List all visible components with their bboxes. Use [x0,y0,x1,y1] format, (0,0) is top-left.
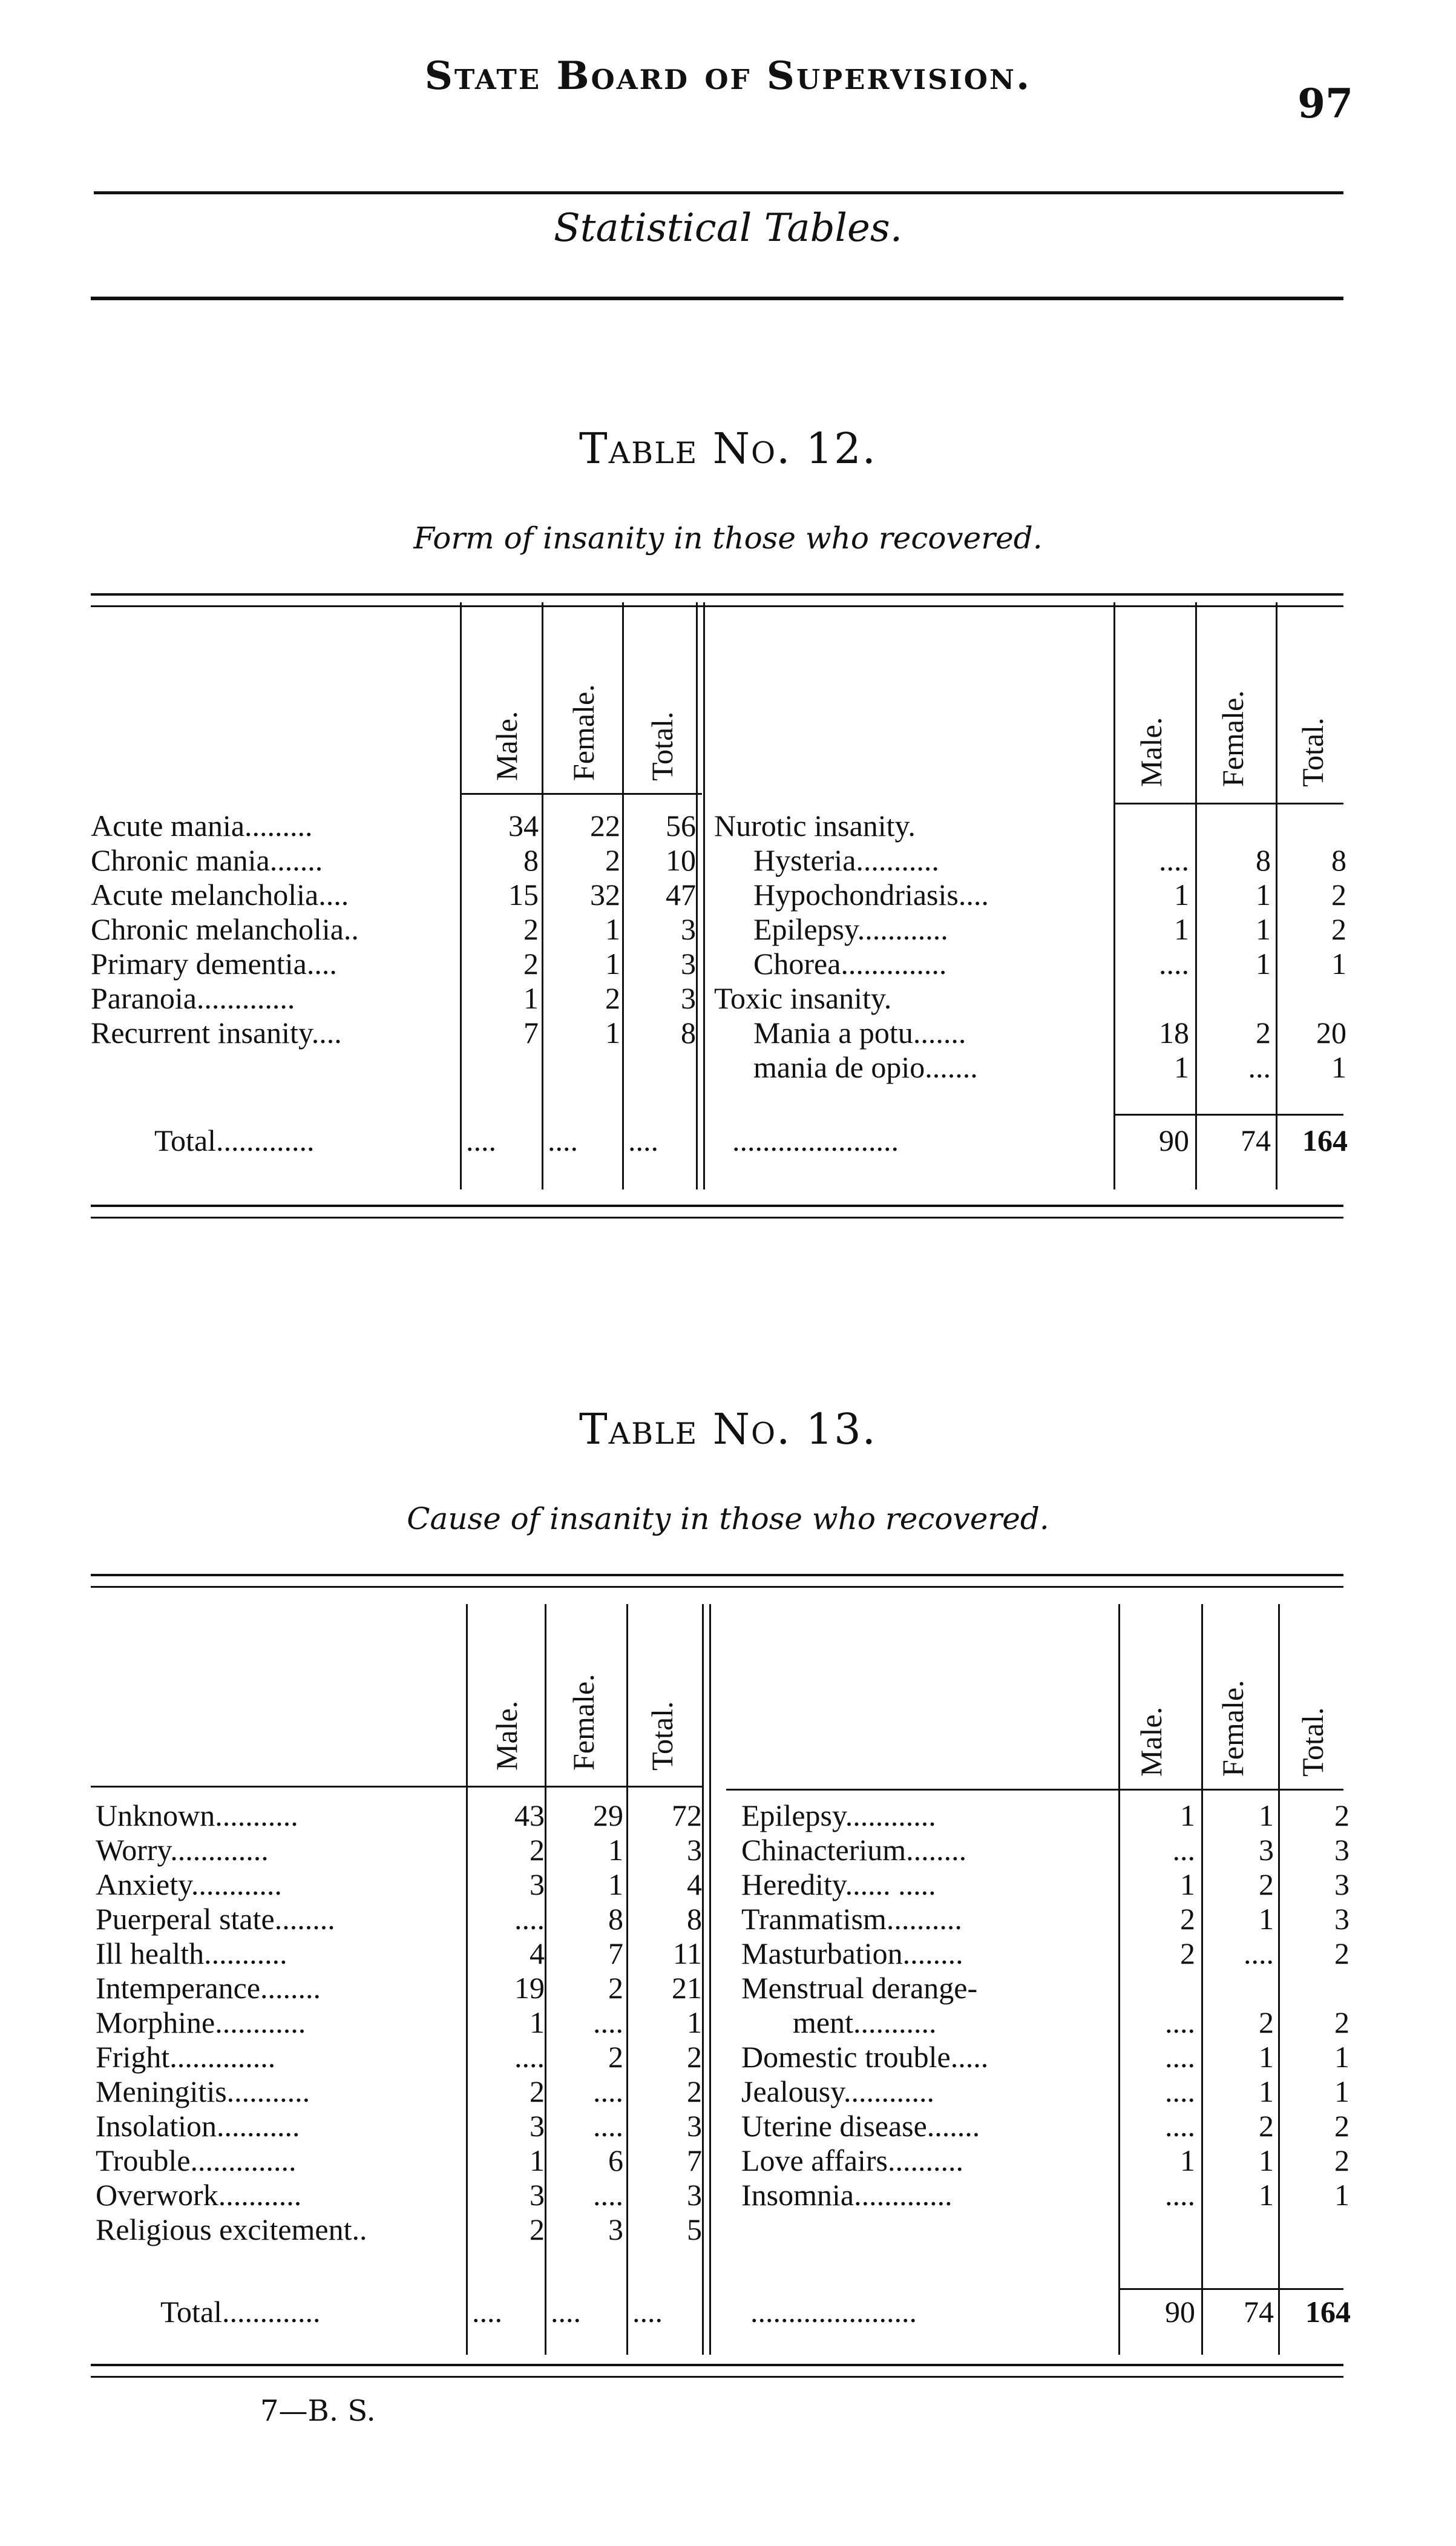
table13-right-row-total: 3 [1334,1867,1349,1901]
table13-vrule [702,1604,704,2355]
table13-left-row-label: Unknown........... [96,1798,298,1832]
table13-left-row-total: 21 [672,1971,702,2005]
table13-top-rule [91,1574,1343,1576]
table13-left-row-total: 7 [687,2143,702,2177]
table13-left-row-male: 2 [530,1833,545,1867]
table13-left-row-female: 6 [608,2143,623,2177]
table13-right-row-total: 2 [1334,2109,1349,2143]
table13-vrule [626,1604,628,2355]
table12-left-row-label: Acute melancholia.... [91,878,349,912]
table13-right-row-female: .... [1244,1936,1274,1970]
table13-left-row-male: 4 [530,1936,545,1970]
table12-right-row-label: Hypochondriasis.... [753,878,989,912]
table13-right-row-total: 3 [1334,1833,1349,1867]
table13-left-row-male: 3 [530,1867,545,1901]
table13-right-row-male: 1 [1180,1867,1195,1901]
table13-left-row-female: 29 [593,1798,623,1832]
table13-left-row-label: Ill health........... [96,1936,287,1970]
table13-head-rule-left [91,1786,702,1788]
table12-right-row-male: .... [1159,843,1189,877]
table13-left-row-total: 5 [687,2212,702,2246]
table13-head-rule-right [726,1789,1343,1791]
table13-total-dots: .... [632,2295,663,2329]
table13-left-row-male: 3 [530,2178,545,2212]
table13-left-row-female: .... [593,2178,623,2212]
table13-left-row-male: 1 [530,2005,545,2039]
table12-left-row-total: 56 [666,809,696,843]
table12-right-row-female: 2 [1256,1016,1271,1050]
table13-title: Table No. 13. [579,1404,877,1454]
table12-col-female: Female. [566,684,600,781]
table13-vrule [1278,1604,1280,2355]
table12-left-row-male: 34 [508,809,539,843]
table13-total-rule [1120,2288,1343,2290]
table13-left-row-female: 1 [608,1867,623,1901]
table13-right-row-female: 1 [1259,2143,1274,2177]
table12-left-row-female: 2 [605,981,620,1015]
table13-total-dots: .... [472,2295,502,2329]
table12-right-row-label: Epilepsy............ [753,912,948,946]
table12-left-row-total: 3 [681,981,696,1015]
table13-left-row-label: Worry............. [96,1833,269,1867]
table12-left-row-label: Primary dementia.... [91,947,337,981]
table12-right-row-total: 1 [1331,947,1346,981]
table13-left-row-label: Insolation........... [96,2109,300,2143]
table12-total-male: 90 [1159,1123,1189,1157]
table12-right-row-label: Hysteria........... [753,843,939,877]
table12-left-row-female: 1 [605,912,620,946]
table13-left-row-label: Intemperance........ [96,1971,321,2005]
table13-right-row-label: Tranmatism.......... [741,1902,962,1936]
table12-left-row-label: Acute mania......... [91,809,313,843]
table12-total-total: 164 [1302,1123,1348,1157]
table12-right-row-total: 2 [1331,912,1346,946]
table13-total-label: Total............. [160,2295,321,2329]
table13-right-row-female: 2 [1259,1867,1274,1901]
table12-left-row-male: 15 [508,878,539,912]
table13-left-row-total: 3 [687,2178,702,2212]
table12-total-label: Total............. [154,1123,315,1157]
table13-bottom-rule-2 [91,2376,1343,2378]
table13-right-row-total: 3 [1334,1902,1349,1936]
table12-right-row-male: 1 [1174,912,1189,946]
table12-left-row-male: 2 [523,912,539,946]
table13-left-row-female: 2 [608,2040,623,2074]
table13-right-row-male: .... [1165,2005,1195,2039]
table13-left-row-total: 72 [672,1798,702,1832]
table12-left-row-total: 8 [681,1016,696,1050]
table13-total-total: 164 [1305,2295,1351,2329]
table13-vrule [709,1604,711,2355]
table12-left-row-female: 22 [590,809,620,843]
table12-left-row-label: Recurrent insanity.... [91,1016,342,1050]
table13-right-row-label: Chinacterium........ [741,1833,967,1867]
table13-left-row-male: 1 [530,2143,545,2177]
table12-right-row-female: 1 [1256,947,1271,981]
table13-right-row-label: Jealousy............ [741,2074,934,2108]
table12-left-row-label: Chronic mania....... [91,843,323,877]
table12-right-row-total: 2 [1331,878,1346,912]
table13-right-row-label: Insomnia............. [741,2178,953,2212]
table13-right-row-label: Domestic trouble..... [741,2040,989,2074]
table13-left-row-male: .... [514,2040,545,2074]
section-title: Statistical Tables. [553,206,903,251]
table12-right-row-female: 1 [1256,878,1271,912]
table12-col-male-right: Male. [1134,717,1168,787]
table12-right-row-male: 1 [1174,1050,1189,1084]
table13-right-row-total: 1 [1334,2040,1349,2074]
table12-left-row-male: 8 [523,843,539,877]
table13-right-row-label: Masturbation........ [741,1936,963,1970]
table13-left-row-label: Meningitis........... [96,2074,310,2108]
table13-right-row-total: 2 [1334,1936,1349,1970]
table13-right-row-total: 2 [1334,1798,1349,1832]
table13-total-male: 90 [1165,2295,1195,2329]
table13-vrule [466,1604,468,2355]
table12-right-row-label: Nurotic insanity. [714,809,916,843]
table13-right-row-female: 1 [1259,1902,1274,1936]
table13-left-row-female: 7 [608,1936,623,1970]
table12-left-row-label: Paranoia............. [91,981,295,1015]
table13-col-female: Female. [566,1674,600,1771]
running-head: State Board of Supervision. [424,53,1032,99]
table12-left-row-total: 3 [681,912,696,946]
table13-left-row-female: 1 [608,1833,623,1867]
table13-right-row-male: .... [1165,2178,1195,2212]
table12-title: Table No. 12. [579,424,877,473]
table13-left-row-female: .... [593,2074,623,2108]
table12-left-row-female: 2 [605,843,620,877]
table13-right-row-male: .... [1165,2109,1195,2143]
table13-right-row-label: ment........... [793,2005,937,2039]
table12-left-row-male: 2 [523,947,539,981]
table13-left-row-label: Anxiety............ [96,1867,282,1901]
table13-left-row-total: 1 [687,2005,702,2039]
table13-right-row-female: 1 [1259,2040,1274,2074]
table13-left-row-total: 3 [687,1833,702,1867]
table13-top-rule-2 [91,1586,1343,1588]
table13-left-row-label: Overwork........... [96,2178,302,2212]
page-number: 97 [1297,80,1353,127]
table12-left-row-label: Chronic melancholia.. [91,912,359,946]
table13-right-row-female: 2 [1259,2109,1274,2143]
table12-right-row-label: mania de opio....... [753,1050,978,1084]
table13-right-row-label: Epilepsy............ [741,1798,936,1832]
table13-col-total-right: Total. [1296,1707,1330,1777]
table13-bottom-rule [91,2364,1343,2366]
table13-left-row-male: 2 [530,2212,545,2246]
table13-left-row-male: 19 [514,1971,545,2005]
table12-right-row-label: Chorea.............. [753,947,947,981]
table13-vrule [1201,1604,1203,2355]
table12-col-female-right: Female. [1216,690,1250,787]
table13-col-male-right: Male. [1134,1706,1168,1777]
table13-vrule [1118,1604,1120,2355]
table13-right-row-label: Menstrual derange- [741,1971,978,2005]
table13-total-dots: .... [551,2295,581,2329]
table13-left-row-male: 2 [530,2074,545,2108]
table13-left-row-female: .... [593,2005,623,2039]
table13-left-row-label: Fright.............. [96,2040,276,2074]
table13-vrule [545,1604,546,2355]
table13-right-row-male: .... [1165,2040,1195,2074]
table12-right-row-male: 1 [1174,878,1189,912]
table12-left-row-female: 1 [605,947,620,981]
table13-right-row-total: 1 [1334,2074,1349,2108]
table13-right-row-female: 2 [1259,2005,1274,2039]
table13-right-row-label: Heredity...... ..... [741,1867,936,1901]
table13-left-row-total: 3 [687,2109,702,2143]
table13-left-row-female: 3 [608,2212,623,2246]
table12-right-row-female: ... [1248,1050,1271,1084]
table13-col-female-right: Female. [1216,1680,1250,1777]
table13-left-row-label: Trouble.............. [96,2143,297,2177]
table12-left-row-male: 1 [523,981,539,1015]
table13-left-row-male: .... [514,1902,545,1936]
table13-left-row-female: 8 [608,1902,623,1936]
table13-right-row-male: 2 [1180,1936,1195,1970]
table13-left-row-male: 3 [530,2109,545,2143]
table12-right-row-total: 8 [1331,843,1346,877]
table12-subtitle: Form of insanity in those who recovered. [413,521,1043,556]
table12-right-row-female: 1 [1256,912,1271,946]
table12-left-row-female: 1 [605,1016,620,1050]
table13-right-row-label: Uterine disease....... [741,2109,980,2143]
table13-col-total: Total. [645,1701,679,1771]
table12-col-total: Total. [645,711,679,781]
table12-total-female: 74 [1241,1123,1271,1157]
table13-left-row-total: 2 [687,2074,702,2108]
table12-right-row-male: .... [1159,947,1189,981]
table12-right-row-male: 18 [1159,1016,1189,1050]
table12-left-row-total: 10 [666,843,696,877]
table13-right-row-label: Love affairs.......... [741,2143,964,2177]
table12-right-row-total: 20 [1316,1016,1346,1050]
table12-total-dots: .... [628,1123,658,1157]
table13-right-row-total: 1 [1334,2178,1349,2212]
table12-left-row-female: 32 [590,878,620,912]
table13-right-row-male: 2 [1180,1902,1195,1936]
table12-left-row-male: 7 [523,1016,539,1050]
table13-subtitle: Cause of insanity in those who recovered. [407,1501,1049,1536]
table13-right-row-female: 1 [1259,2178,1274,2212]
table12-total-dots: .... [466,1123,496,1157]
table13-total-dots: ...................... [750,2295,917,2329]
table13-right-row-total: 2 [1334,2005,1349,2039]
table13-left-row-total: 8 [687,1902,702,1936]
table12-col-male: Male. [490,711,523,781]
table13-left-row-female: 2 [608,1971,623,2005]
table13-right-row-male: 1 [1180,1798,1195,1832]
table12-right-row-label: Mania a potu....... [753,1016,966,1050]
table13-right-row-male: .... [1165,2074,1195,2108]
table13-total-female: 74 [1244,2295,1274,2329]
table13-right-row-male: ... [1172,1833,1195,1867]
table12-left-row-total: 3 [681,947,696,981]
table13-right-row-total: 2 [1334,2143,1349,2177]
table13-left-row-label: Puerperal state........ [96,1902,335,1936]
table13-left-row-male: 43 [514,1798,545,1832]
table13-right-row-male: 1 [1180,2143,1195,2177]
table13-left-row-female: .... [593,2109,623,2143]
table13-left-row-total: 2 [687,2040,702,2074]
table13-right-row-female: 1 [1259,2074,1274,2108]
table12-total-dots: ...................... [732,1123,899,1157]
table12-left-row-total: 47 [666,878,696,912]
table12-right-row-female: 8 [1256,843,1271,877]
table13-left-row-label: Religious excitement.. [96,2212,367,2246]
table12-col-total-right: Total. [1296,717,1330,787]
signature-mark: 7—B. S. [260,2394,376,2428]
table13-right-row-female: 1 [1259,1798,1274,1832]
table12-right-row-total: 1 [1331,1050,1346,1084]
table13-left-row-total: 4 [687,1867,702,1901]
table13-col-male: Male. [490,1700,523,1771]
table12-right-row-label: Toxic insanity. [714,981,892,1015]
table12-total-dots: .... [548,1123,578,1157]
table13-left-row-total: 11 [672,1936,702,1970]
table13-right-row-female: 3 [1259,1833,1274,1867]
table13-left-row-label: Morphine............ [96,2005,306,2039]
